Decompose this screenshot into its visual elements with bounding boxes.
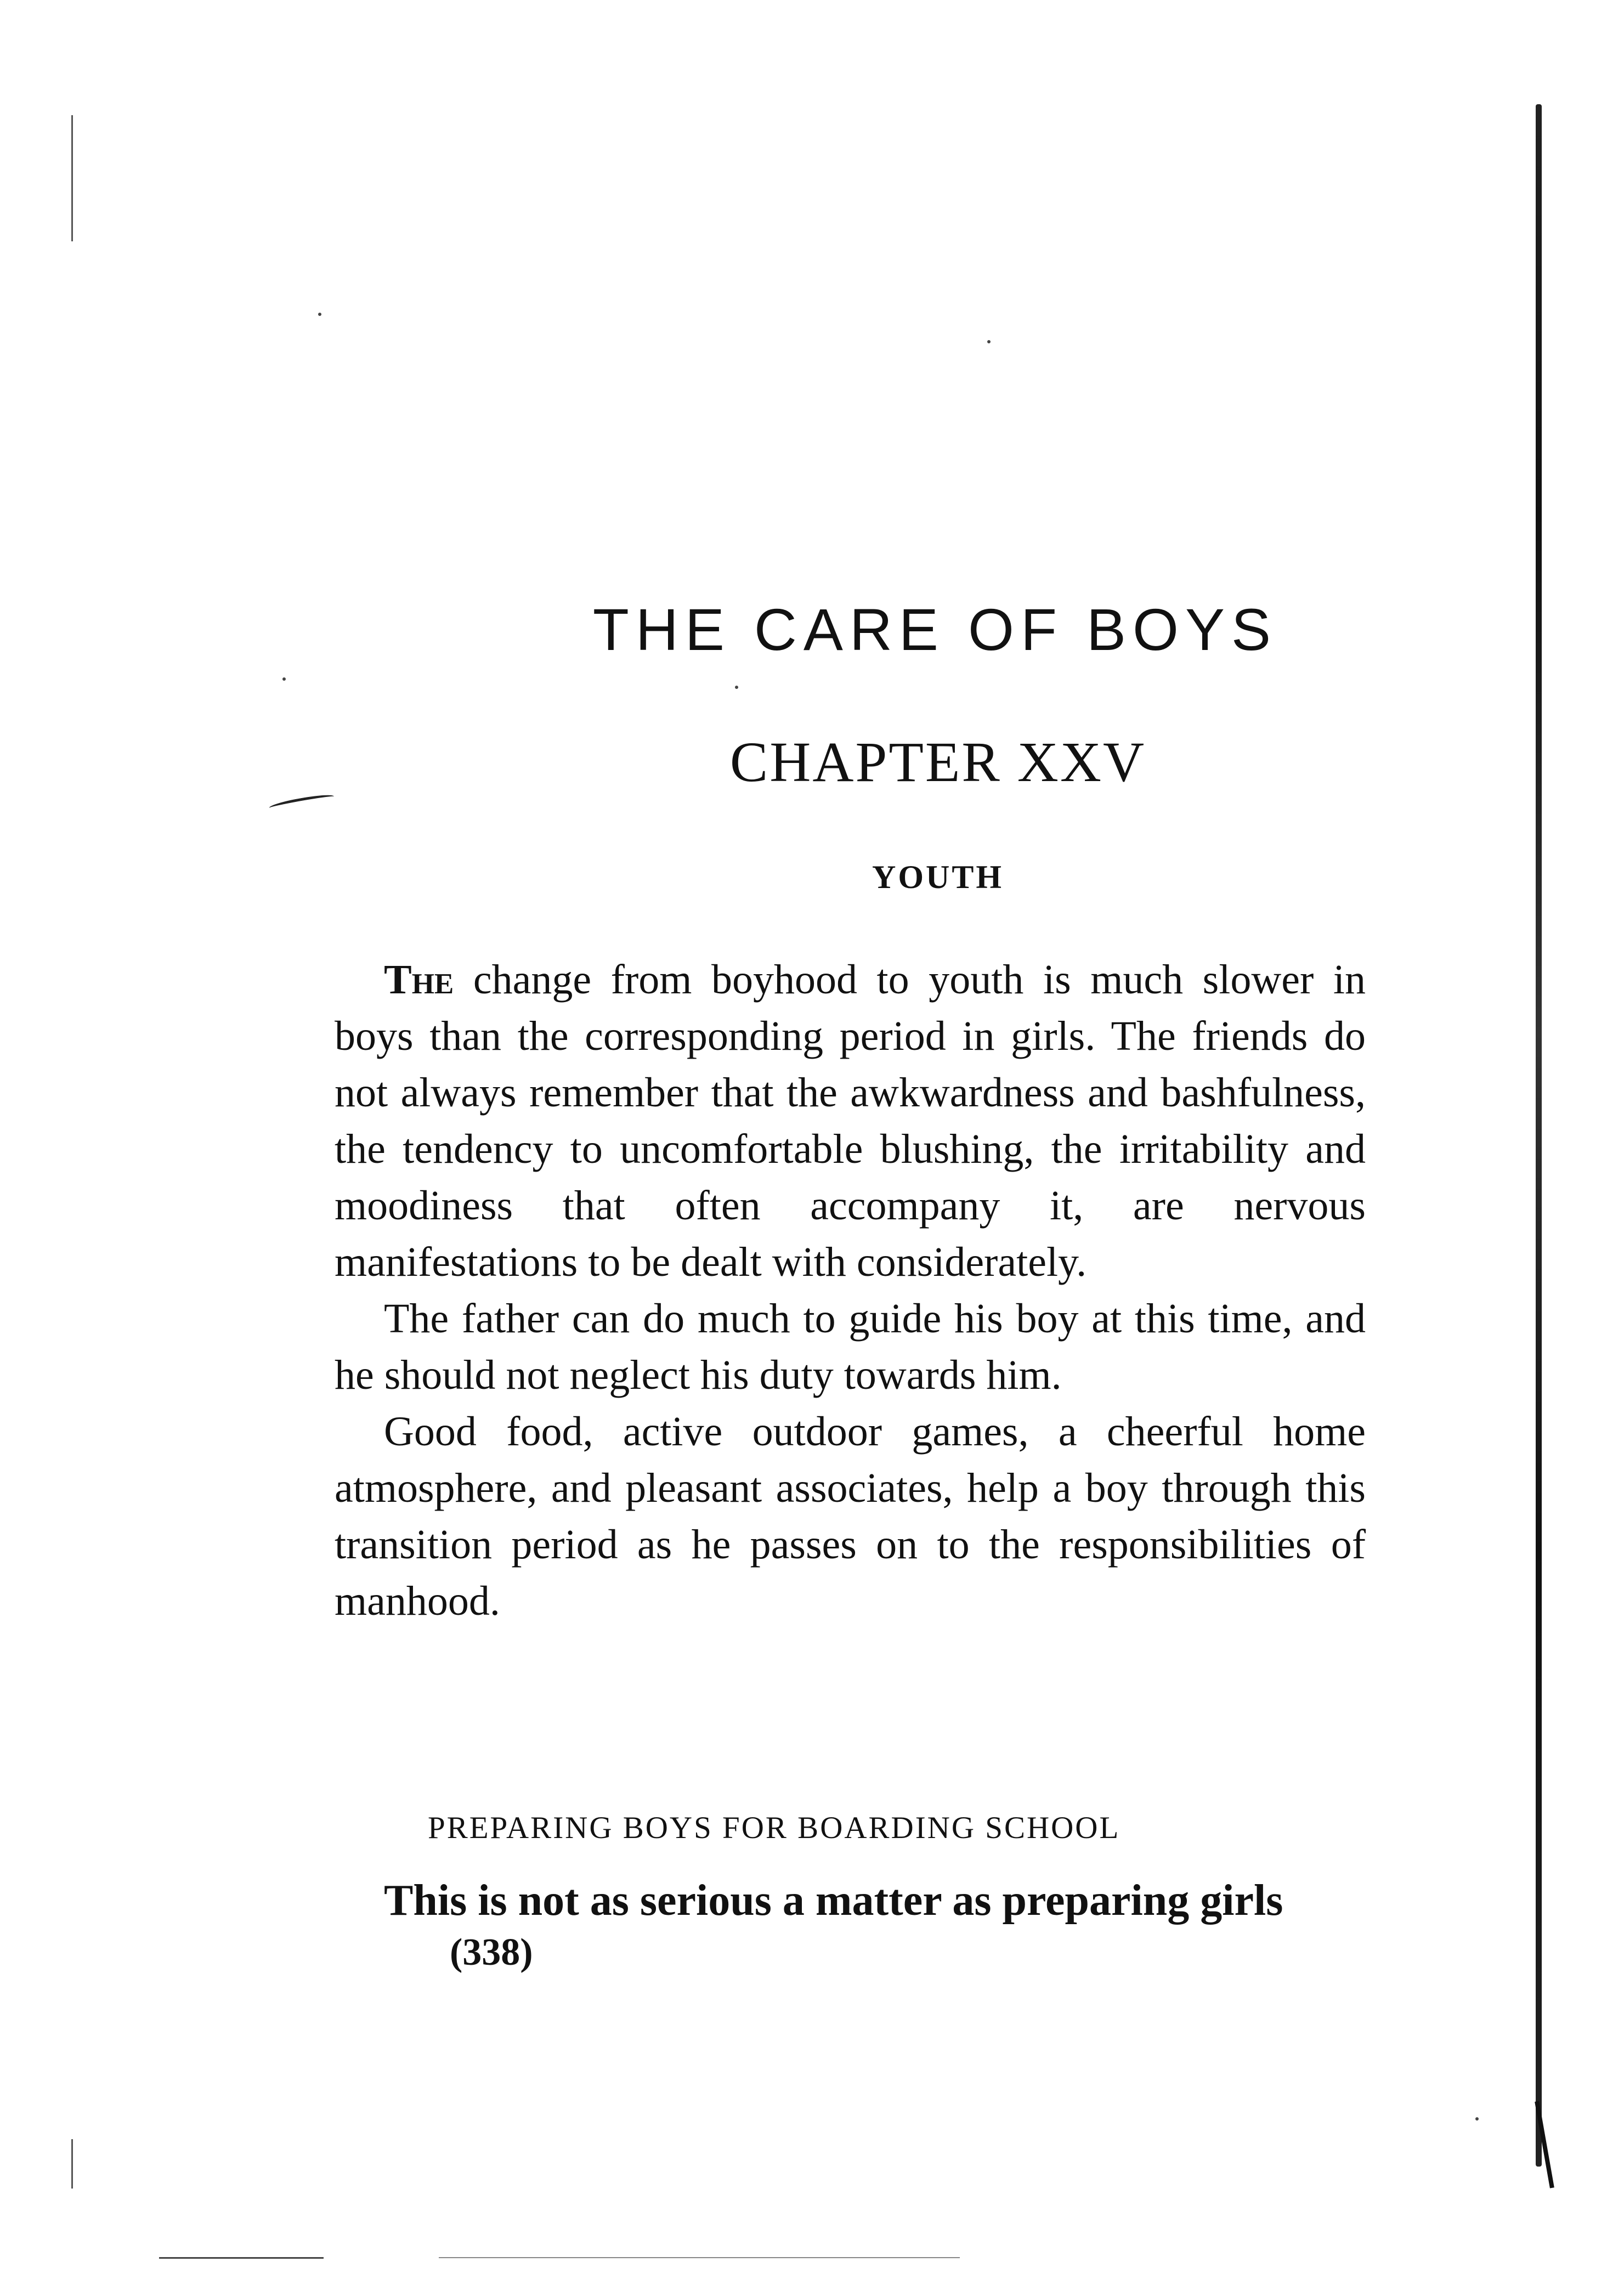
scan-speck [735, 686, 738, 689]
scan-speck [1475, 2117, 1479, 2121]
body-text [335, 952, 1366, 1630]
scan-speck [987, 340, 991, 343]
paragraph [335, 1404, 1366, 1630]
page-number: (338) [450, 1931, 533, 1974]
paragraph [335, 952, 1366, 1291]
left-margin-mark [71, 115, 73, 241]
bottom-scan-line [159, 2257, 324, 2259]
paragraph-lead: The [384, 957, 454, 1003]
section-heading: YOUTH [872, 859, 1004, 895]
book-title: THE CARE OF BOYS [592, 596, 1278, 663]
chapter-heading: CHAPTER XXV [729, 731, 1146, 794]
paragraph-text: change from boyhood to youth is much slower in boys than the corresponding period in girls. The friends do not always remember that the awkwardness and bashfulness, the tendency to uncomfortable blushing, the irritability and moodiness that often accompany it, are nervous manifestations to be dealt with considerately. [335, 957, 1366, 1285]
scan-speck [318, 313, 321, 316]
subsection-heading: PREPARING BOYS FOR BOARDING SCHOOL [428, 1811, 1121, 1845]
margin-mark [269, 793, 335, 812]
bottom-scan-line [439, 2257, 960, 2258]
page-edge-shadow [1536, 104, 1542, 2167]
paragraph-text: Good food, active outdoor games, a cheerful home atmosphere, and pleasant associates, help a boy through this transition period as he passes on to the responsibilities of manhood. [335, 1409, 1366, 1624]
subsection-first-line: This is not as serious a matter as preparing girls [384, 1876, 1283, 1925]
left-margin-mark [71, 2139, 73, 2189]
scan-speck [282, 677, 286, 681]
paragraph-text: The father can do much to guide his boy at this time, and he should not neglect his duty towards him. [335, 1296, 1366, 1398]
paragraph [335, 1291, 1366, 1404]
